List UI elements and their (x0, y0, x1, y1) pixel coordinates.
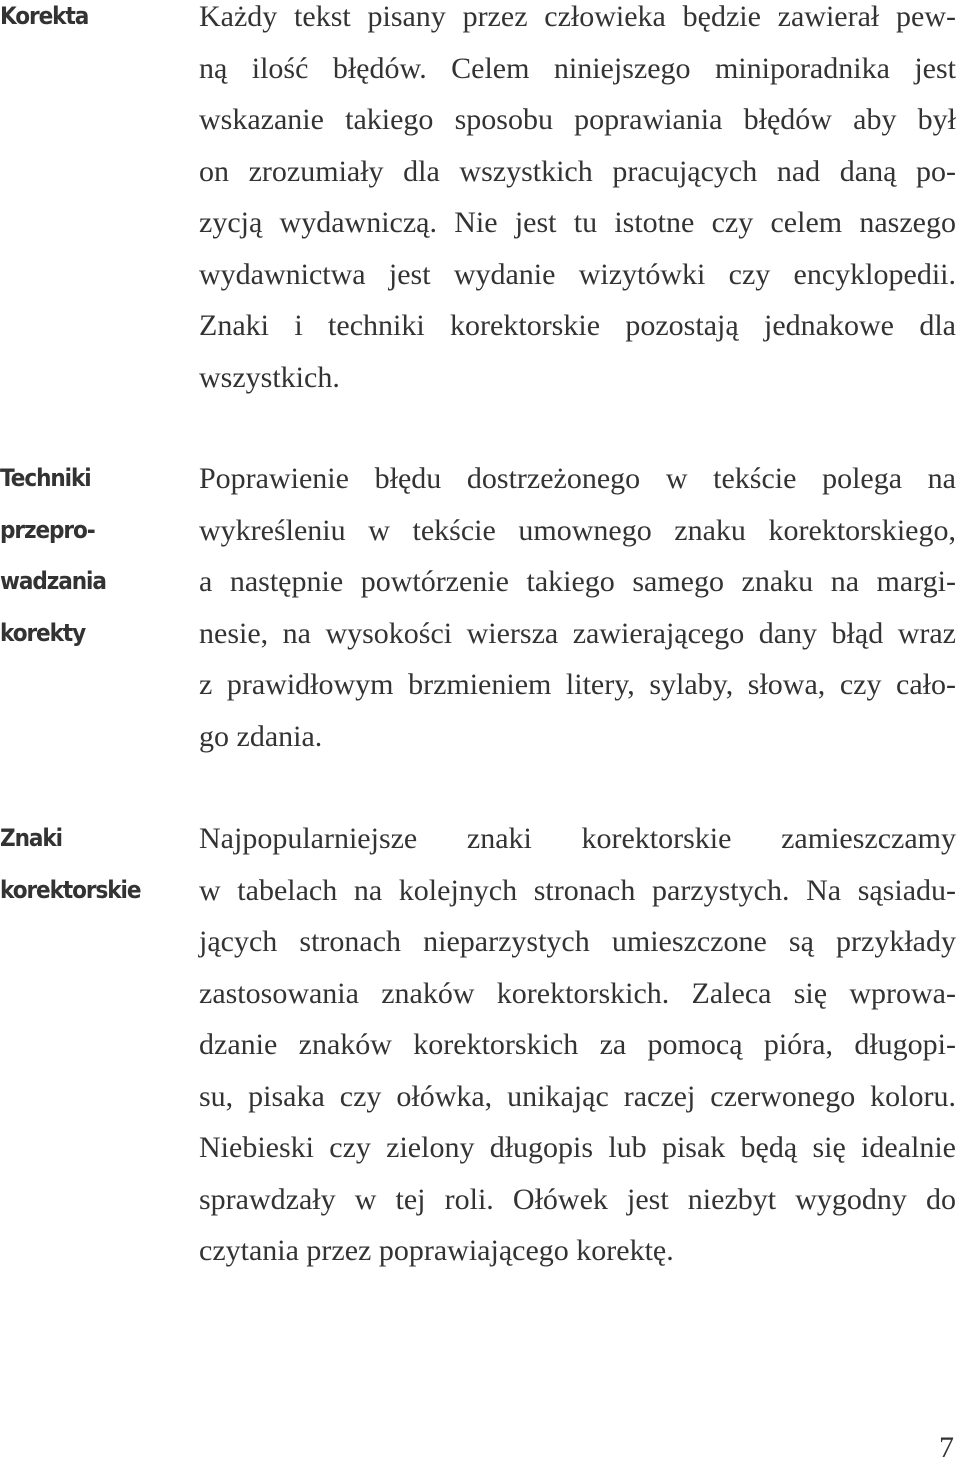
text-line: wskazanie takiego sposobu poprawiania błędów aby był (199, 103, 956, 136)
heading-line: Techniki (0, 464, 91, 492)
text-line: jących stronach nieparzystych umieszczone są przykłady (199, 925, 956, 958)
text-line: zastosowania znaków korektorskich. Zaleca się wprowa- (199, 976, 956, 1010)
page-number: 7 (939, 1431, 954, 1464)
heading-line: wadzania (0, 567, 106, 595)
text-line: Znaki i techniki korektorskie pozostają jednakowe dla (199, 309, 956, 342)
text-line: wykreśleniu w tekście umownego znaku korektorskiego, (199, 513, 956, 547)
heading-line: Korekta (0, 2, 89, 30)
section-heading (0, 453, 158, 659)
text-line: nesie, na wysokości wiersza zawierającego dany błąd wraz (199, 616, 956, 650)
text-line: Każdy tekst pisany przez człowieka będzie zawierał pew- (199, 0, 956, 33)
section-body (199, 453, 956, 762)
text-line: Poprawienie błędu dostrzeżonego w tekście polega na (199, 462, 956, 495)
text-line: wydawnictwa jest wydanie wizytówki czy encyklopedii. (199, 257, 956, 291)
heading-line: Znaki (0, 824, 62, 852)
text-line: Niebieski czy zielony długopis lub pisak będą się idealnie (199, 1131, 956, 1164)
text-line: on zrozumiały dla wszystkich pracujących nad daną po- (199, 154, 956, 188)
text-line: z prawidłowym brzmieniem litery, sylaby, słowa, czy cało- (199, 668, 956, 701)
heading-line: przepro- (0, 515, 95, 544)
heading-line: korektorskie (0, 875, 141, 904)
section-heading (0, 813, 158, 916)
text-line: w tabelach na kolejnych stronach parzystych. Na sąsiadu- (199, 873, 956, 907)
text-line: Najpopularniejsze znaki korektorskie zamieszczamy (199, 822, 956, 855)
text-line: go zdania. (199, 719, 323, 753)
text-line: su, pisaka czy ołówka, unikając raczej czerwonego koloru. (199, 1079, 956, 1113)
text-line: wszystkich. (199, 360, 340, 394)
text-line: dzanie znaków korektorskich za pomocą pióra, długopi- (199, 1028, 956, 1061)
section-body (199, 813, 956, 1277)
section-body (199, 0, 956, 403)
text-line: zycją wydawniczą. Nie jest tu istotne czy celem naszego (199, 206, 956, 239)
text-line: a następnie powtórzenie takiego samego znaku na margi- (199, 565, 956, 598)
section-heading (0, 0, 158, 43)
text-line: ną ilość błędów. Celem niniejszego miniporadnika jest (199, 51, 956, 85)
text-line: sprawdzały w tej roli. Ołówek jest niezbyt wygodny do (199, 1182, 956, 1216)
heading-line: korekty (0, 618, 86, 647)
text-line: czytania przez poprawiającego korektę. (199, 1234, 674, 1267)
